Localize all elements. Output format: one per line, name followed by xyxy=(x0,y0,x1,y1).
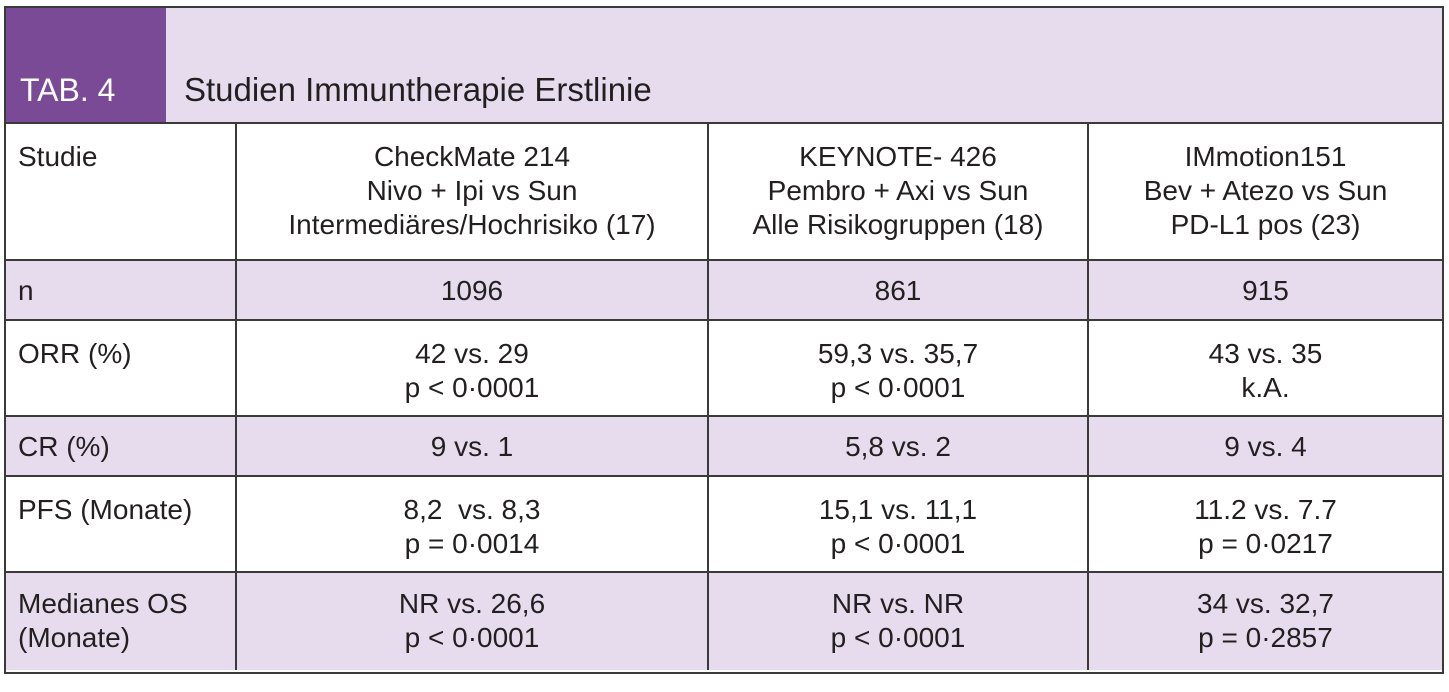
row-label-line: Studie xyxy=(18,141,98,172)
table-cell xyxy=(1088,260,1442,320)
row-label-line: Medianes OS xyxy=(18,588,188,619)
table-cell xyxy=(1088,416,1442,476)
table-row xyxy=(6,260,1442,320)
table-cell xyxy=(708,260,1088,320)
cell-line: p < 0·0001 xyxy=(830,622,966,653)
table-title: Studien Immuntherapie Erstlinie xyxy=(184,71,652,108)
row-label-line: n xyxy=(18,275,34,306)
table-cell xyxy=(708,572,1088,670)
row-label-line: ORR (%) xyxy=(18,338,132,369)
cell-line: 1096 xyxy=(440,275,504,306)
cell-line: Alle Risikogruppen (18) xyxy=(752,209,1044,240)
row-label xyxy=(6,416,236,476)
table-cell xyxy=(708,320,1088,416)
cell-line: IMmotion151 xyxy=(1184,141,1347,172)
table-cell xyxy=(1088,320,1442,416)
row-label-line: PFS (Monate) xyxy=(18,494,193,525)
cell-line: p = 0·0217 xyxy=(1198,528,1333,559)
table-cell xyxy=(1088,572,1442,670)
cell-line: 861 xyxy=(874,275,922,306)
cell-line: Bev + Atezo vs Sun xyxy=(1143,175,1388,206)
table-cell xyxy=(236,476,708,572)
cell-line: Intermediäres/Hochrisiko (17) xyxy=(288,209,656,240)
cell-line: k.A. xyxy=(1241,372,1290,403)
table-cell xyxy=(708,416,1088,476)
cell-line: p = 0·2857 xyxy=(1198,622,1333,653)
table-row xyxy=(6,416,1442,476)
cell-line: 34 vs. 32,7 xyxy=(1197,588,1334,619)
cell-line: 9 vs. 1 xyxy=(430,431,514,462)
table-frame xyxy=(4,6,1444,674)
cell-line: KEYNOTE- 426 xyxy=(799,141,997,172)
cell-line: Nivo + Ipi vs Sun xyxy=(366,175,578,206)
cell-line: 43 vs. 35 xyxy=(1208,338,1323,369)
row-label xyxy=(6,476,236,572)
table-cell xyxy=(236,260,708,320)
table-row xyxy=(6,320,1442,416)
cell-line: 42 vs. 29 xyxy=(415,338,529,369)
cell-line: NR vs. 26,6 xyxy=(398,588,546,619)
row-label xyxy=(6,572,236,670)
cell-line: 8,2 vs. 8,3 xyxy=(403,494,541,525)
cell-line: 5,8 vs. 2 xyxy=(845,431,951,462)
table-row xyxy=(6,476,1442,572)
cell-line: p < 0·0001 xyxy=(830,528,966,559)
table-number-badge: TAB. 4 xyxy=(6,8,166,122)
table-cell xyxy=(236,320,708,416)
cell-line: NR vs. NR xyxy=(831,588,965,619)
table-cell xyxy=(236,416,708,476)
table-header xyxy=(6,8,1442,124)
cell-line: 59,3 vs. 35,7 xyxy=(817,338,979,369)
row-label-line: CR (%) xyxy=(18,431,110,462)
table-row xyxy=(6,124,1442,260)
table-cell xyxy=(236,124,708,260)
cell-line: p = 0·0014 xyxy=(404,528,540,559)
cell-line: p < 0·0001 xyxy=(404,372,540,403)
cell-line: 11.2 vs. 7.7 xyxy=(1194,494,1337,525)
table-row xyxy=(6,572,1442,670)
cell-line: p < 0·0001 xyxy=(830,372,966,403)
cell-line: p < 0·0001 xyxy=(404,622,540,653)
row-label xyxy=(6,320,236,416)
table-cell xyxy=(1088,124,1442,260)
row-label xyxy=(6,124,236,260)
table-cell xyxy=(236,572,708,670)
study-table xyxy=(6,124,1442,670)
cell-line: 9 vs. 4 xyxy=(1224,431,1307,462)
table-cell xyxy=(708,124,1088,260)
cell-line: CheckMate 214 xyxy=(373,141,571,172)
cell-line: Pembro + Axi vs Sun xyxy=(767,175,1029,206)
row-label-line: (Monate) xyxy=(18,622,131,653)
table-cell xyxy=(1088,476,1442,572)
cell-line: 15,1 vs. 11,1 xyxy=(818,494,978,525)
cell-line: PD-L1 pos (23) xyxy=(1170,209,1361,240)
row-label xyxy=(6,260,236,320)
table-cell xyxy=(708,476,1088,572)
cell-line: 915 xyxy=(1242,275,1289,306)
